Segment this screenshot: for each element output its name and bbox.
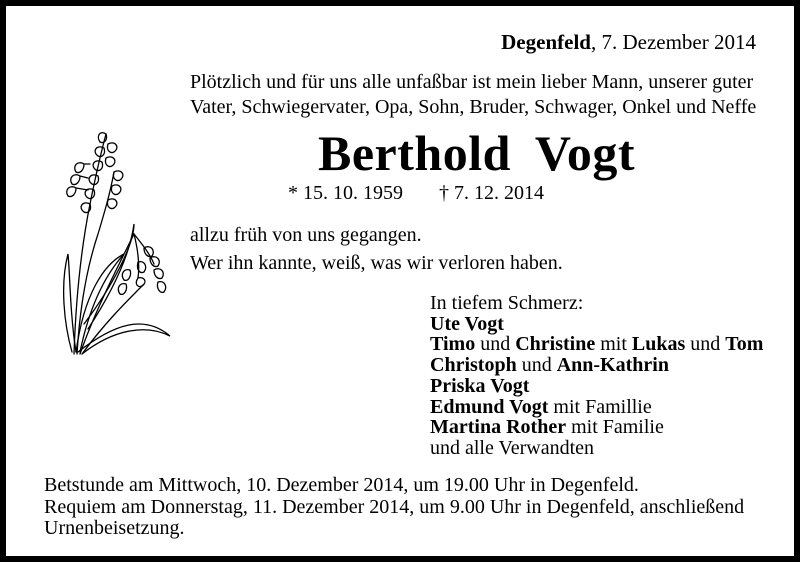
mourner-row [430, 334, 763, 355]
connector-text: und [516, 354, 557, 377]
mourner-name: Martina Rother [430, 416, 567, 439]
connector-text: und [685, 333, 726, 356]
quote-text: Wer ihn kannte, weiß, was wir verloren haben. [190, 252, 563, 274]
connector-text: mit [595, 333, 632, 356]
mourner-name: Ute Vogt [430, 312, 504, 335]
grass-plant-icon [54, 124, 176, 356]
mourner-name: Christine [515, 333, 596, 356]
connector-text: und [475, 333, 516, 356]
mourners-heading: In tiefem Schmerz: [430, 292, 584, 314]
service-line-1: Betstunde am Mittwoch, 10. Dezember 2014, um 19.00 Uhr in Degenfeld. [44, 474, 639, 496]
mourner-row [430, 355, 763, 376]
connector-text: mit Famillie [548, 395, 652, 418]
place: Degenfeld [501, 30, 591, 54]
mourners-list [430, 293, 763, 459]
connector-text: mit Familie [566, 416, 664, 439]
intro-text [190, 70, 756, 120]
date: , 7. Dezember 2014 [590, 30, 756, 54]
mourner-name: Priska Vogt [430, 374, 530, 397]
mourner-row [430, 314, 763, 335]
service-info [44, 475, 744, 540]
mourner-name: Edmund Vogt [430, 395, 549, 418]
mourner-name: Tom [725, 333, 764, 356]
intro-line-2: Vater, Schwiegervater, Opa, Sohn, Bruder, Schwager, Onkel und Neffe [190, 96, 757, 118]
mourner-name: Timo [430, 333, 476, 356]
mourner-row: und alle Verwandten [430, 436, 595, 459]
deceased-name [318, 124, 635, 182]
mourner-row [430, 397, 763, 418]
first-name: Berthold [318, 125, 511, 181]
mourner-name: Ann-Kathrin [556, 354, 669, 377]
birth-date: * 15. 10. 1959 [288, 182, 403, 204]
service-line-3: Urnenbeisetzung. [44, 517, 185, 539]
intro-line-1: Plötzlich und für uns alle unfaßbar ist mein lieber Mann, unserer guter [190, 71, 754, 93]
last-name: Vogt [534, 125, 636, 181]
gone-text: allzu früh von uns gegangen. [190, 224, 422, 246]
death-date: † 7. 12. 2014 [439, 182, 544, 204]
mourner-name: Lukas [631, 333, 686, 356]
service-line-2: Requiem am Donnerstag, 11. Dezember 2014, um 9.00 Uhr in Degenfeld, anschließend [44, 495, 745, 518]
mourner-name: Christoph [430, 354, 517, 377]
mourner-row [430, 417, 763, 438]
life-dates [288, 182, 544, 205]
place-date [501, 30, 756, 55]
mourner-row [430, 376, 763, 397]
